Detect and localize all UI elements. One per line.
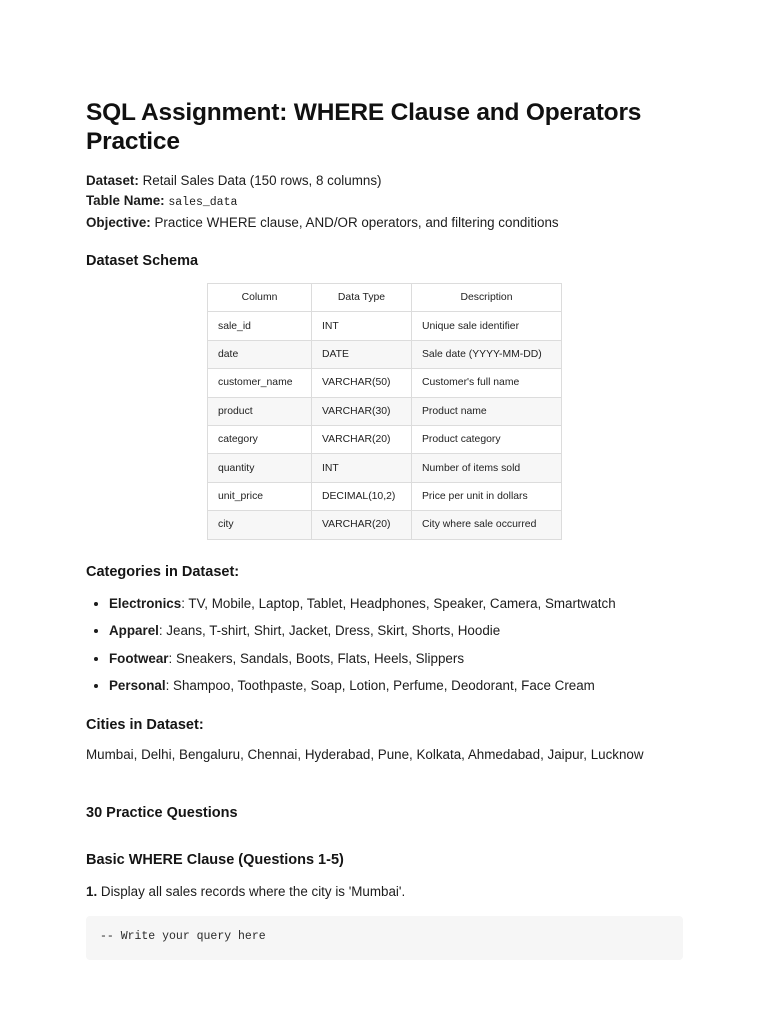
schema-header-description: Description (412, 284, 562, 312)
table-row (208, 425, 562, 453)
list-item (109, 672, 699, 699)
cities-list: Mumbai, Delhi, Bengaluru, Chennai, Hyderabad, Pune, Kolkata, Ahmedabad, Jaipur, Lucknow (86, 747, 644, 762)
schema-cell-description: Product name (412, 397, 562, 425)
table-row (208, 454, 562, 482)
objective-value: Practice WHERE clause, AND/OR operators, and filtering conditions (154, 215, 559, 230)
page-title: SQL Assignment: WHERE Clause and Operators Practice (86, 99, 642, 155)
category-name: Footwear (109, 650, 169, 666)
objective-label: Objective: (86, 215, 151, 230)
schema-cell-column: unit_price (208, 482, 312, 510)
schema-cell-column: customer_name (208, 369, 312, 397)
category-name: Personal (109, 677, 166, 693)
list-item (109, 617, 699, 644)
schema-cell-type: DATE (312, 340, 412, 368)
schema-cell-description: Unique sale identifier (412, 312, 562, 340)
schema-cell-type: DECIMAL(10,2) (312, 482, 412, 510)
schema-table (207, 283, 562, 540)
table-row (208, 369, 562, 397)
schema-header-column: Column (208, 284, 312, 312)
list-item (109, 590, 699, 617)
table-name-line (86, 191, 684, 213)
category-name: Electronics (109, 596, 182, 611)
cities-heading: Cities in Dataset: (86, 717, 204, 733)
code-block[interactable] (86, 916, 683, 960)
schema-cell-type: INT (312, 312, 412, 340)
assignment-meta (86, 171, 684, 233)
schema-cell-column: product (208, 397, 312, 425)
schema-cell-type: INT (312, 454, 412, 482)
schema-cell-description: City where sale occurred (412, 511, 562, 539)
schema-cell-column: city (208, 511, 312, 539)
schema-cell-column: category (208, 425, 312, 453)
objective-line (86, 213, 684, 233)
schema-cell-type: VARCHAR(30) (312, 397, 412, 425)
table-row (208, 482, 562, 510)
dataset-line (86, 171, 684, 191)
categories-heading: Categories in Dataset: (86, 564, 240, 580)
category-values: : TV, Mobile, Laptop, Tablet, Headphones, Speaker, Camera, Smartwatch (181, 596, 616, 611)
table-row (208, 340, 562, 368)
schema-cell-type: VARCHAR(20) (312, 511, 412, 539)
code-placeholder: -- Write your query here (100, 930, 266, 943)
schema-cell-description: Sale date (YYYY-MM-DD) (412, 340, 562, 368)
schema-cell-description: Price per unit in dollars (412, 482, 562, 510)
schema-heading: Dataset Schema (86, 253, 199, 269)
schema-cell-description: Product category (412, 425, 562, 453)
schema-cell-description: Customer's full name (412, 369, 562, 397)
category-values: : Jeans, T-shirt, Shirt, Jacket, Dress, Skirt, Shorts, Hoodie (158, 623, 501, 639)
schema-cell-column: date (208, 340, 312, 368)
section-heading: Basic WHERE Clause (Questions 1-5) (86, 852, 344, 868)
schema-cell-type: VARCHAR(20) (312, 425, 412, 453)
schema-cell-description: Number of items sold (412, 454, 562, 482)
table-row (208, 312, 562, 340)
question-text: Display all sales records where the city is 'Mumbai'. (97, 884, 406, 899)
schema-header-row (208, 284, 562, 312)
schema-cell-column: quantity (208, 454, 312, 482)
schema-cell-type: VARCHAR(50) (312, 369, 412, 397)
table-name-label: Table Name: (86, 193, 165, 208)
dataset-label: Dataset: (86, 173, 139, 188)
table-row (208, 397, 562, 425)
schema-header-type: Data Type (312, 284, 412, 312)
category-values: : Shampoo, Toothpaste, Soap, Lotion, Perfume, Deodorant, Face Cream (165, 677, 595, 693)
question-1 (86, 884, 405, 899)
category-values: : Sneakers, Sandals, Boots, Flats, Heels, Slippers (168, 650, 465, 666)
list-item (109, 645, 699, 672)
schema-cell-column: sale_id (208, 312, 312, 340)
table-name-value: sales_data (168, 196, 238, 209)
table-row (208, 511, 562, 539)
practice-heading: 30 Practice Questions (86, 805, 238, 821)
categories-list (86, 590, 699, 699)
question-number: 1. (86, 884, 98, 899)
category-name: Apparel (109, 623, 159, 639)
dataset-value: Retail Sales Data (150 rows, 8 columns) (142, 173, 382, 188)
